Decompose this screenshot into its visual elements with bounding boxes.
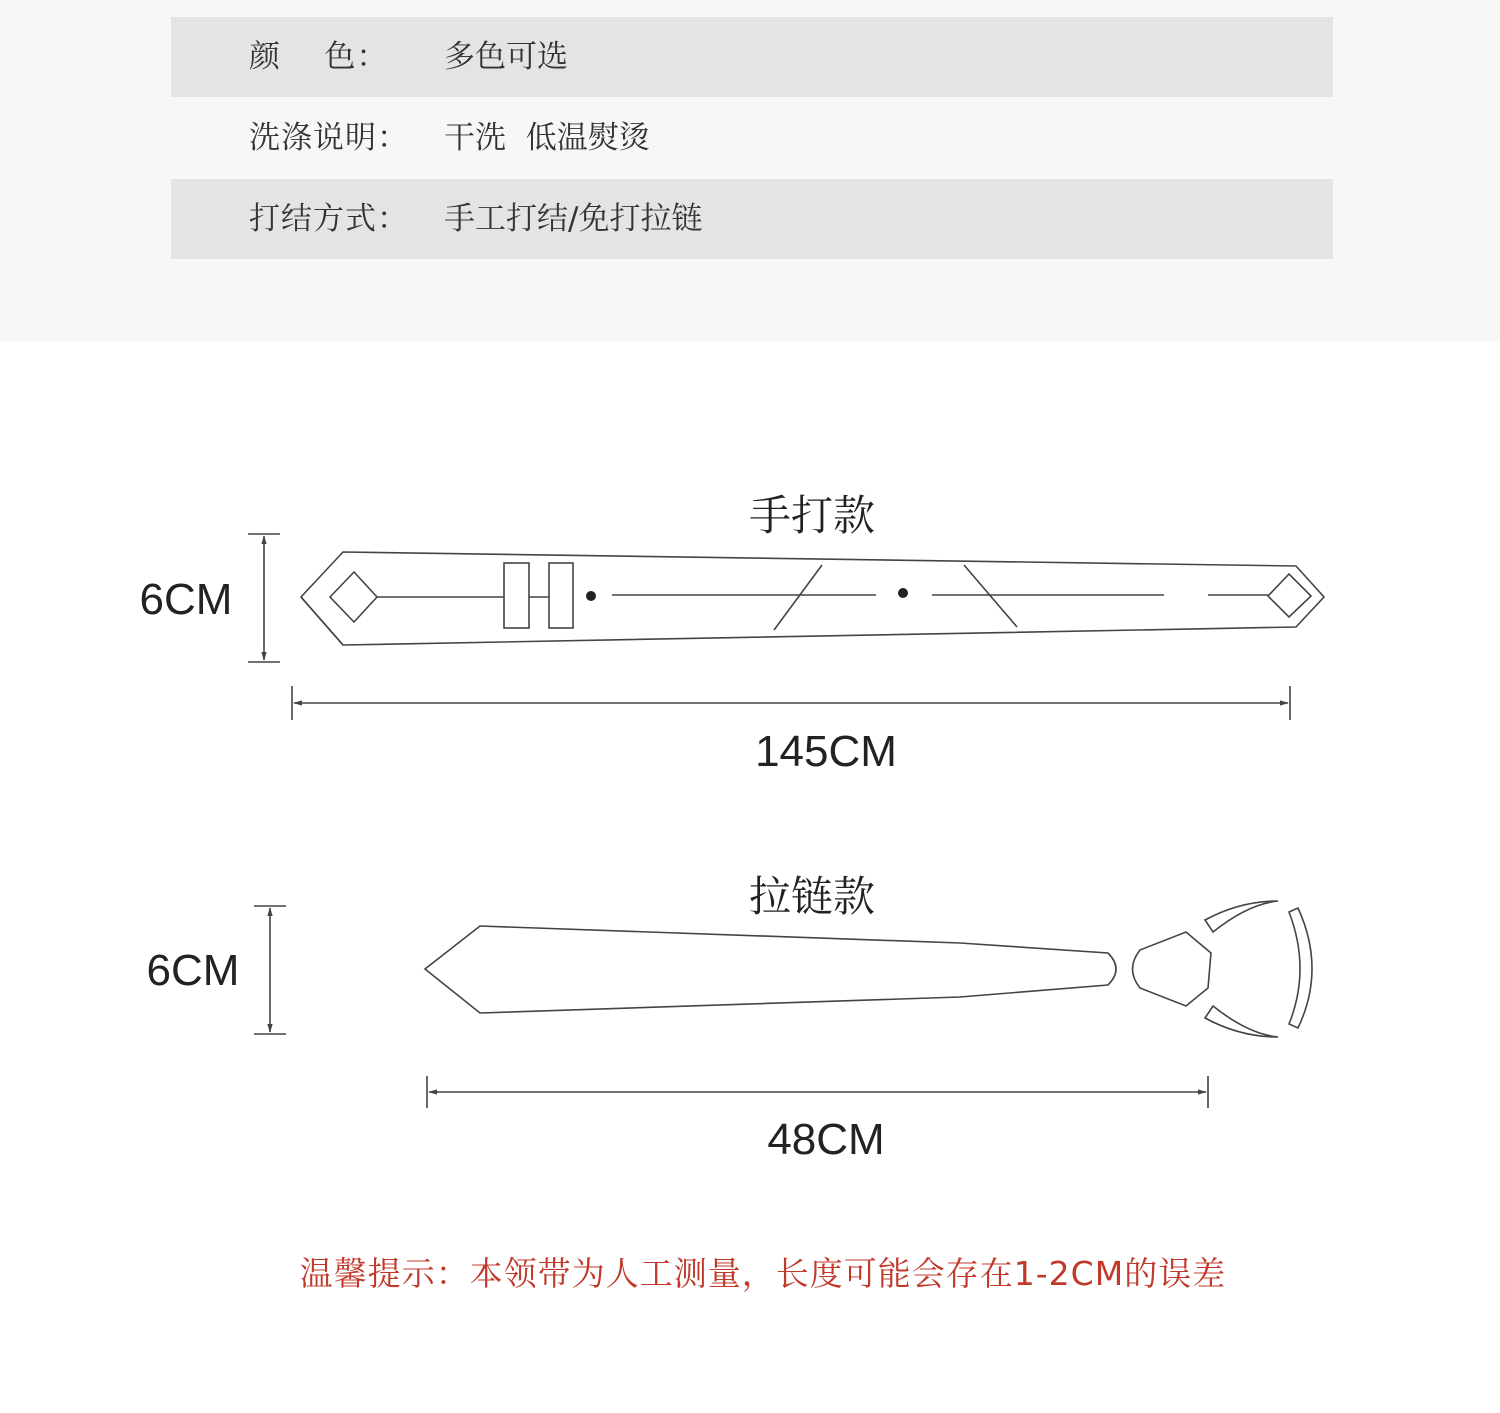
zipper-tie-outline (425, 901, 1312, 1037)
zipper-width-label: 6CM (146, 946, 240, 995)
spec-value-color: 多色可选 (444, 39, 568, 75)
spec-value-washing: 干洗 低温熨烫 (444, 120, 650, 156)
hand-tied-length-dimension (292, 686, 1290, 720)
zipper-diagram (147, 872, 1312, 1164)
zipper-length-label: 48CM (767, 1115, 885, 1164)
zipper-title: 拉链款 (748, 872, 876, 921)
spec-label-knot: 打结方式： (249, 201, 409, 237)
hand-tied-width-label: 6CM (139, 575, 233, 624)
hand-tied-diagram (140, 491, 1324, 776)
spec-label-color: 颜 色： (249, 39, 389, 75)
hand-tied-length-label: 145CM (755, 727, 897, 776)
hand-tied-dot-right (898, 588, 908, 598)
hand-tied-tie-outline (301, 552, 1324, 645)
hand-tied-dot-left (586, 591, 596, 601)
zipper-width-dimension (254, 906, 286, 1034)
hand-tied-title: 手打款 (748, 491, 876, 540)
zipper-length-dimension (427, 1076, 1208, 1108)
spec-label-washing: 洗涤说明： (249, 120, 409, 156)
hand-tied-width-dimension (248, 534, 280, 662)
measurement-notice: 温馨提示：本领带为人工测量，长度可能会存在1-2CM的误差 (299, 1254, 1227, 1293)
spec-value-knot: 手工打结/免打拉链 (444, 201, 703, 237)
